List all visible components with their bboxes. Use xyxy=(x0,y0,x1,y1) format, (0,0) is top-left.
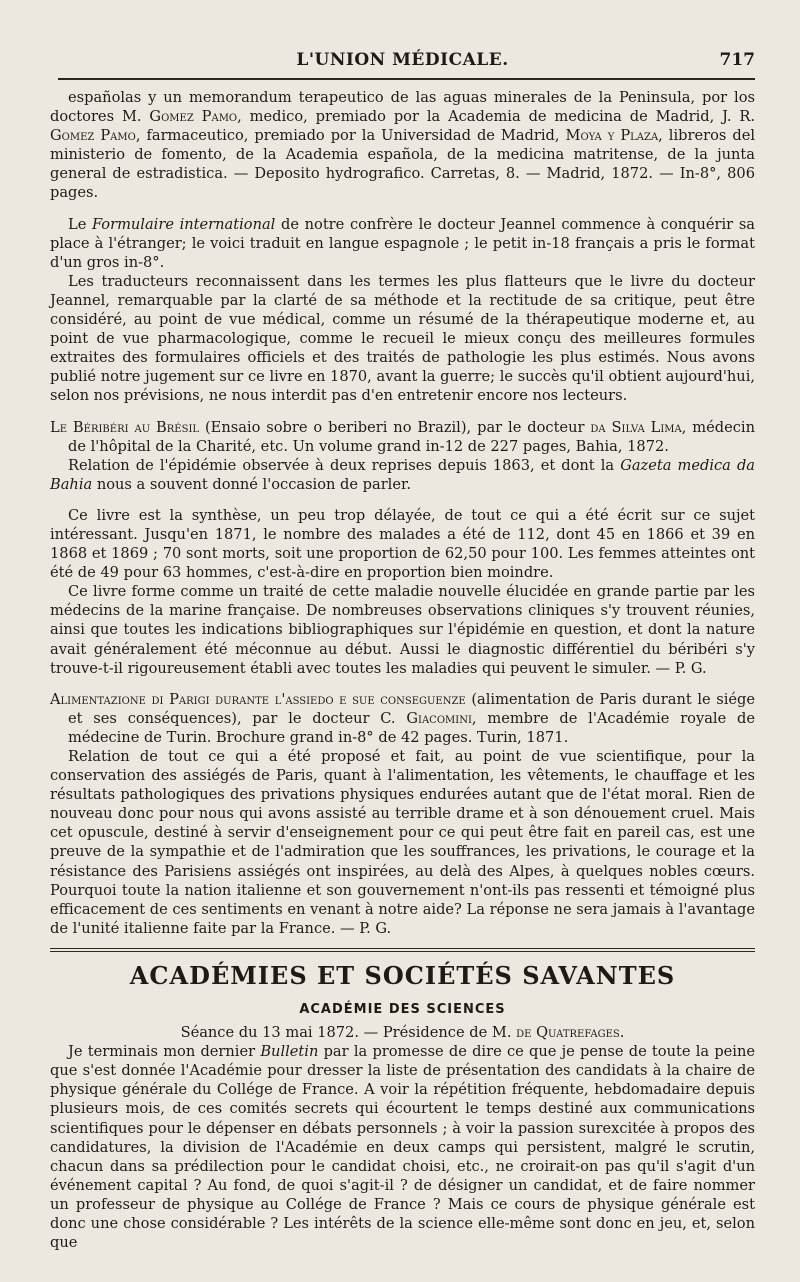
bulletin-title: Bulletin xyxy=(260,1043,319,1061)
review-entry-alimentazione: Alimentazione di Parigi durante l'assiedo e sue conseguenze (alimentation de Paris durant le siége et ses conséquences), par le docteur C. Giacomini, membre de l'Académie royale de médecine de Turin. Brochure grand in-8° de 42 pages. Turin, 1871. xyxy=(50,690,756,746)
header-rule xyxy=(58,78,755,80)
paragraph-academie: Je terminais mon dernier Bulletin par la promesse de dire ce que je pense de toute la peine que s'est donnée l'Académie pour dresser la liste de présentation des candidats à la chaire de physique générale du Collége de France. A voir la répétition fréquente, hebdomadaire depuis plusieurs mois, de ces comités secrets qui écourtent le temps destiné aux communications scientifiques pour le dépenser en débats personnels ; à voir la passion surexcitée à propos des candidatures, la division de l'Académie en deux camps qui persistent, malgré le scrutin, chacun dans sa prédilection pour le candidat choisi, etc., ne croirait-on pas qu'il s'agit d'un événement capital ? Au fond, de quoi s'agit-il ? de désigner un candidat, et de faire nommer un professeur de physique au Collége de France ? Mais ce cours de physique générale est donc une chose considérable ? Les intérêts de la science elle-même sont donc en jeu, et, selon que xyxy=(50,1043,755,1252)
paragraph-relation-epidemie: Relation de l'épidémie observée à deux reprises depuis 1863, et dont la Gazeta medica da Bahia nous a souvent donné l'occasion de parler. xyxy=(50,456,755,493)
subsection-title: ACADÉMIE DES SCIENCES xyxy=(299,1001,506,1017)
journal-name: Gazeta medica da Bahia xyxy=(50,456,755,493)
book-title: Formulaire international xyxy=(91,215,276,233)
paragraph-synthese: Ce livre est la synthèse, un peu trop délayée, de tout ce qui a été écrit sur ce sujet intéressant. Jusqu'en 1871, le nombre des malades a été de 112, dont 45 en 1866 et 39 en 1868 et 1869 ; 70 sont morts, soit une proportion de 62,50 pour 100. Les femmes atteintes ont été de 49 pour 63 hommes, c'est-à-dire en proportion bien moindre. xyxy=(50,506,755,582)
session-line: Séance du 13 mai 1872. — Présidence de M. de Quatrefages. xyxy=(180,1024,625,1042)
paragraph-traducteurs: Les traducteurs reconnaissent dans les termes les plus flatteurs que le livre du docteur Jeannel, remarquable par la clarté de sa méthode et la rectitude de sa critique, peut être considéré, au point de vue médical, comme un résumé de la thérapeutique moderne et, au point de vue pharmacologique, comme le recueil le mieux conçu des meilleures formules extraites des formulaires officiels et des traités de pathologie les plus estimés. Nous avons publié notre jugement sur ce livre en 1870, avant la guerre; le succès qu'il obtient aujourd'hui, selon nos prévisions, ne nous interdit pas d'en entretenir encore nos lecteurs. xyxy=(50,272,755,405)
section-rule xyxy=(50,948,755,952)
paragraph-formulaire: Le Formulaire international de notre confrère le docteur Jeannel commence à conquérir sa place à l'étranger; le voici traduit en langue espagnole ; le petit in-18 français a pris le format d'un gros in-8°. xyxy=(50,215,756,271)
review-title: Le Béribéri au Brésil xyxy=(50,418,200,436)
author-name: Giacomini xyxy=(406,709,472,727)
author-name: da Silva Lima xyxy=(590,418,682,436)
publisher-name: Moya y Plaza xyxy=(565,127,659,145)
paragraph-spanish-reference: españolas y un memorandum terapeutico de las aguas minerales de la Peninsula, por los doctores M. Gomez Pamo, medico, premiado por la Academia de medicina de Madrid, J. R. Gomez Pamo, farmaceutico, premiado por la Universidad de Madrid, Moya y Plaza, libreros del ministerio de fomento, de la Academia española, de la medicina matritense, de la junta general de estradistica. — Deposito hydrografico. Carretas, 8. — Madrid, 1872. — In-8°, 806 pages. xyxy=(50,89,755,202)
text-column xyxy=(50,88,755,1252)
review-entry-beriberi: Le Béribéri au Brésil (Ensaio sobre o beriberi no Brazil), par le docteur da Silva Lima, médecin de l'hôpital de la Charité, etc. Un volume grand in-12 de 227 pages, Bahia, 1872. xyxy=(50,418,755,455)
author-name: Gomez Pamo xyxy=(149,108,238,126)
section-title: ACADÉMIES ET SOCIÉTÉS SAVANTES xyxy=(129,960,676,990)
running-head xyxy=(50,50,755,78)
paragraph-traite: Ce livre forme comme un traité de cette maladie nouvelle élucidée en grande partie par les médecins de la marine française. De nombreuses observations cliniques s'y trouvent réunies, ainsi que toutes les indications bibliographiques sur l'épidémie en question, et dont la nature avait généralement été méconnue au début. Aussi le diagnostic différentiel du béribéri s'y trouve-t-il rigoureusement établi avec toutes les maladies qui peuvent le simuler. — P. G. xyxy=(50,583,755,677)
journal-title: L'UNION MÉDICALE. xyxy=(296,50,509,70)
paragraph-relation-paris: Relation de tout ce qui a été proposé et fait, au point de vue scientifique, pour la conservation des assiégés de Paris, quant à l'alimentation, les vêtements, le chauffage et les résultats pathologiques des privations physiques endurées autant que de l'état moral. Rien de nouveau donc pour nous qui avons assisté au terrible drame et à son dénouement cruel. Mais cet opuscule, destiné à servir d'enseignement pour ce qui peut être fait en pareil cas, est une preuve de la sympathie et de l'admiration que les souffrances, les privations, le courage et la résistance des Parisiens assiégés ont inspirées, au delà des Alpes, à quelques nobles cœurs. Pourquoi toute la nation italienne et son gouvernement n'ont-ils pas ressenti et témoigné plus efficacement de ces sentiments en venant à notre aide? La réponse ne sera jamais à l'avantage de l'unité italienne faite par la France. — P. G. xyxy=(50,748,755,937)
president-name: de Quatrefages xyxy=(516,1024,620,1042)
author-name: Gomez Pamo xyxy=(50,127,136,145)
page-number: 717 xyxy=(719,50,755,70)
review-title: Alimentazione di Parigi durante l'assiedo e sue conseguenze xyxy=(50,690,466,708)
